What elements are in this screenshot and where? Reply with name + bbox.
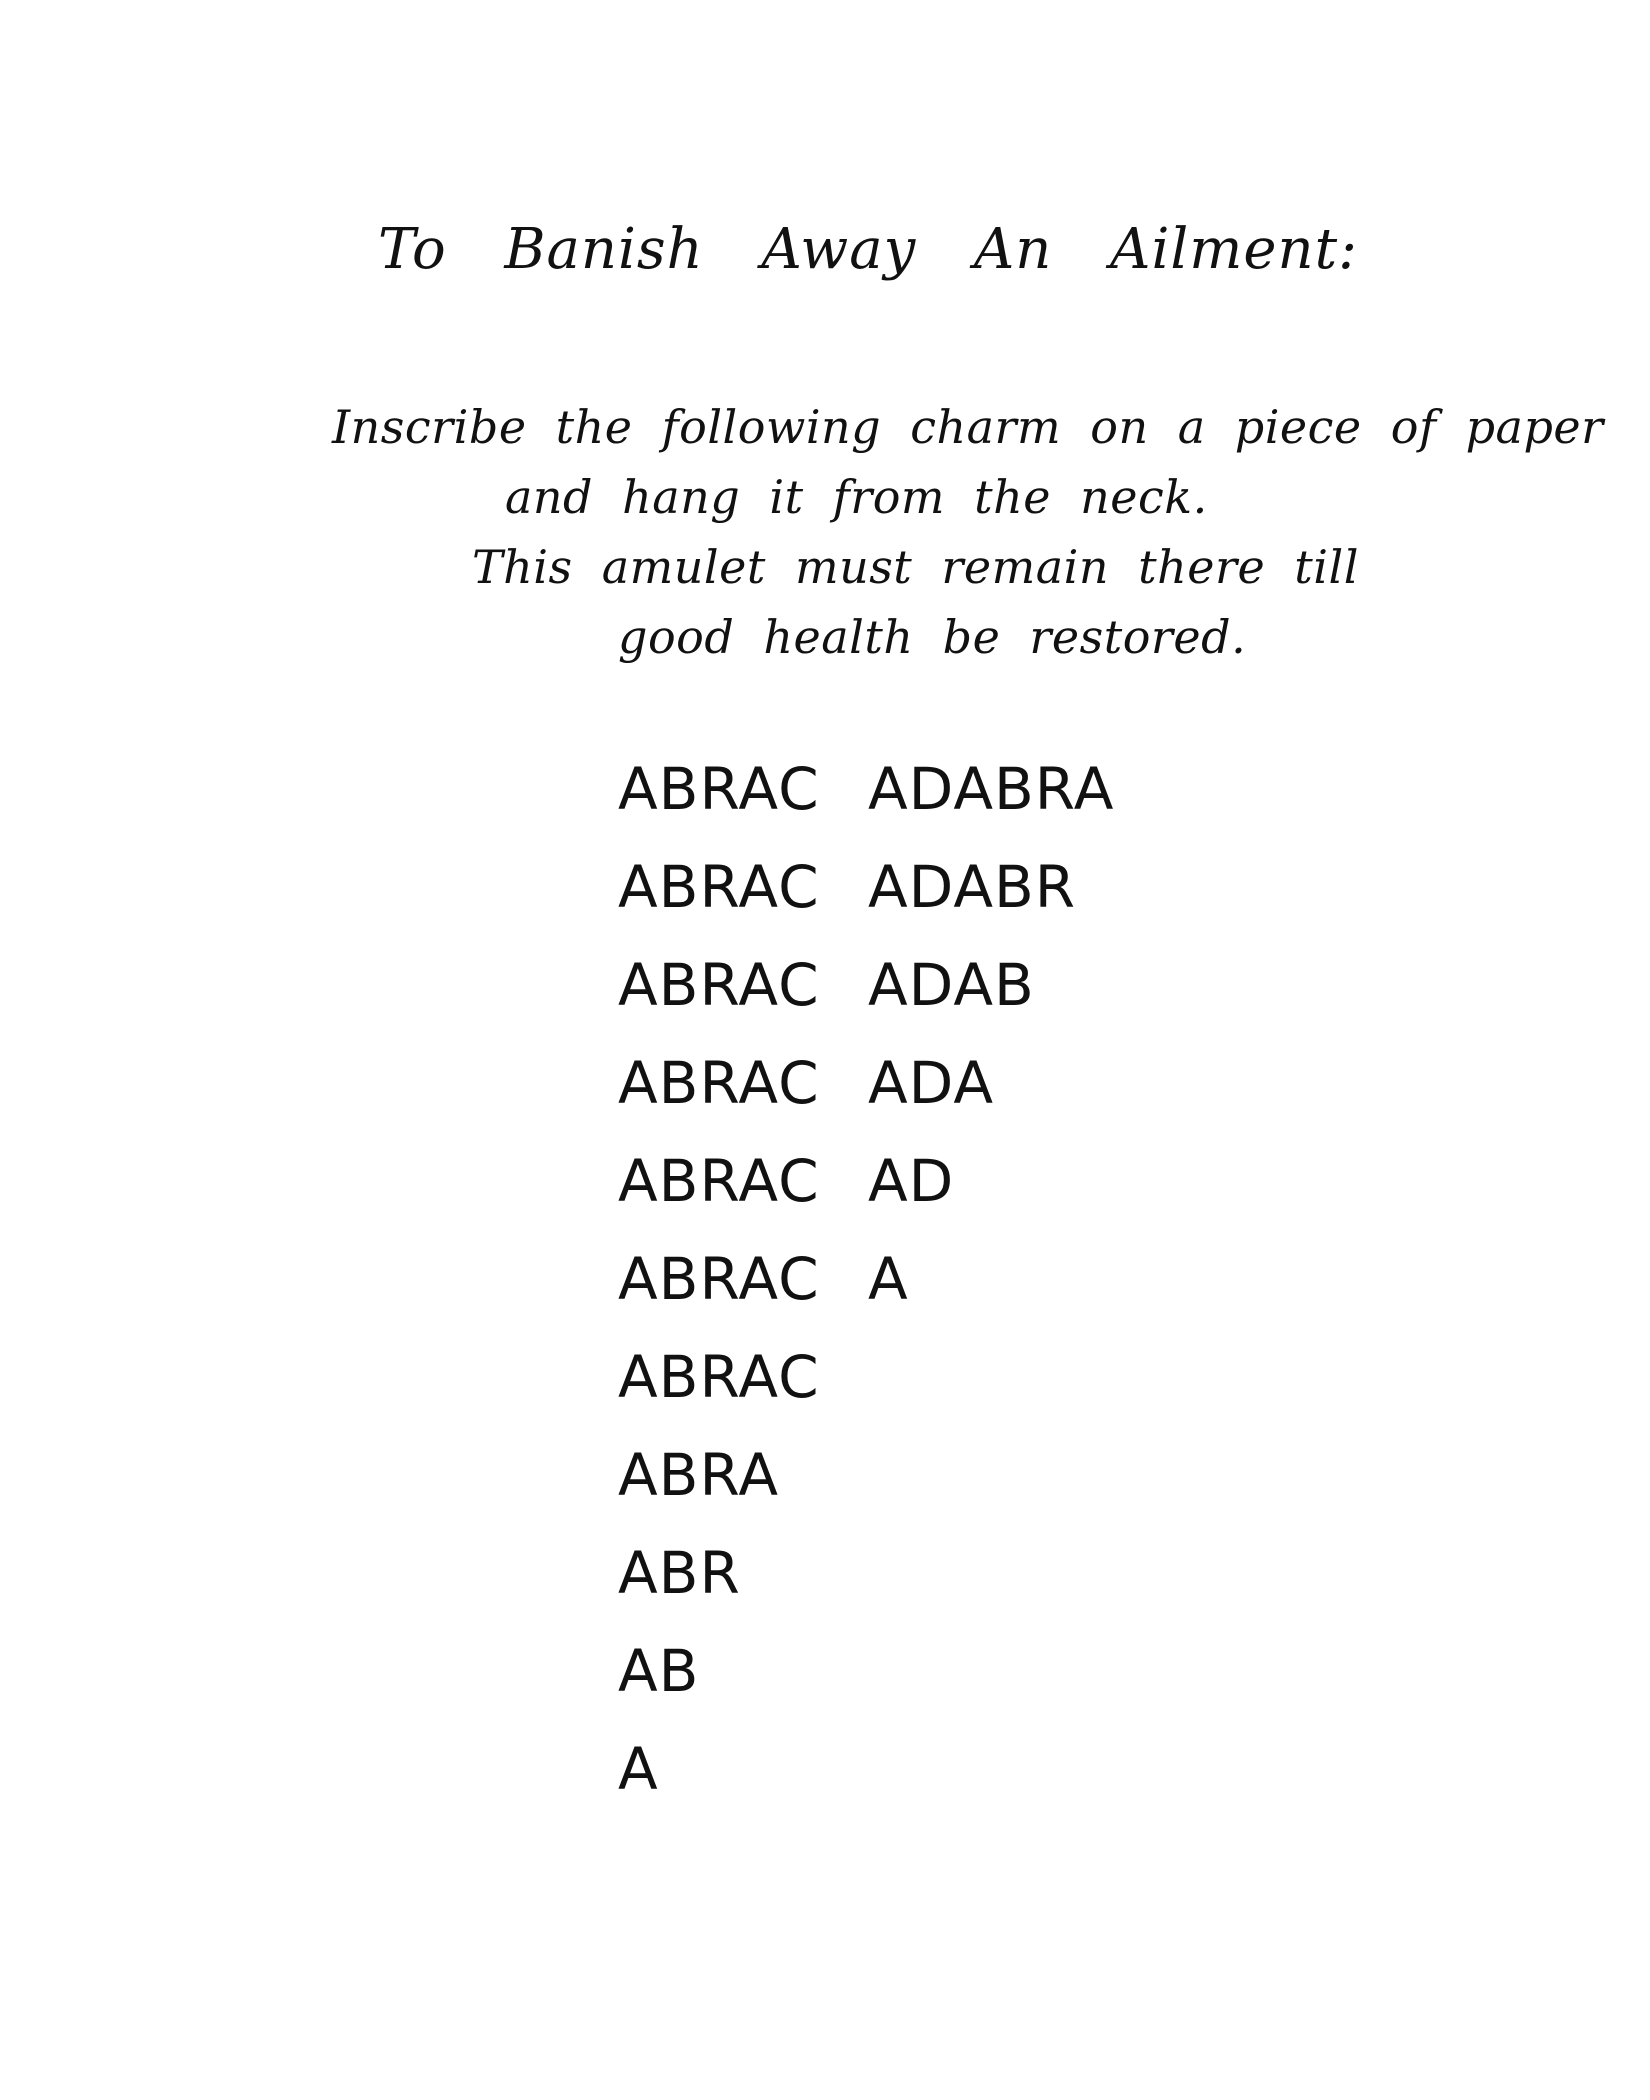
charm-left: ABRAC: [618, 755, 820, 823]
charm-left: ABRAC: [618, 1049, 820, 1117]
instruction-line: Inscribe the following charm on a piece of paper: [332, 400, 1604, 454]
charm-left: ABRA: [618, 1441, 780, 1509]
title-word: An: [973, 217, 1053, 282]
instruction-line: good health be restored.: [618, 610, 1247, 664]
charm-right: AD: [868, 1147, 955, 1215]
charm-left: ABRAC: [618, 951, 820, 1019]
instruction-line: This amulet must remain there till: [472, 540, 1359, 594]
charm-left: A: [618, 1735, 659, 1803]
charm-row: [618, 1720, 868, 1818]
title-word: Ailment:: [1110, 217, 1358, 282]
title-word: Banish: [504, 217, 704, 282]
charm-row: [618, 1622, 868, 1720]
charm-left: ABRAC: [618, 853, 820, 921]
charm-row: [618, 936, 1035, 1034]
charm-left: ABR: [618, 1539, 741, 1607]
charm-row: [618, 1230, 909, 1328]
charm-left: ABRAC: [618, 1245, 820, 1313]
charm-row: [618, 740, 1114, 838]
charm-left: AB: [618, 1637, 700, 1705]
charm-right: ADA: [868, 1049, 994, 1117]
instruction-line: and hang it from the neck.: [505, 470, 1208, 524]
charm-right: ADABR: [868, 853, 1077, 921]
charm-right: ADABRA: [868, 755, 1115, 823]
charm-row: [618, 1034, 994, 1132]
title-word: To: [378, 217, 447, 282]
charm-row: [618, 1132, 954, 1230]
charm-row: [618, 838, 1076, 936]
charm-left: ABRAC: [618, 1147, 820, 1215]
title-word: Away: [761, 217, 917, 282]
charm-row: [618, 1328, 868, 1426]
charm-left: ABRAC: [618, 1343, 820, 1411]
charm-row: [618, 1426, 868, 1524]
charm-right: ADAB: [868, 951, 1035, 1019]
charm-right: A: [868, 1245, 909, 1313]
charm-row: [618, 1524, 868, 1622]
page-title: [378, 217, 1358, 282]
